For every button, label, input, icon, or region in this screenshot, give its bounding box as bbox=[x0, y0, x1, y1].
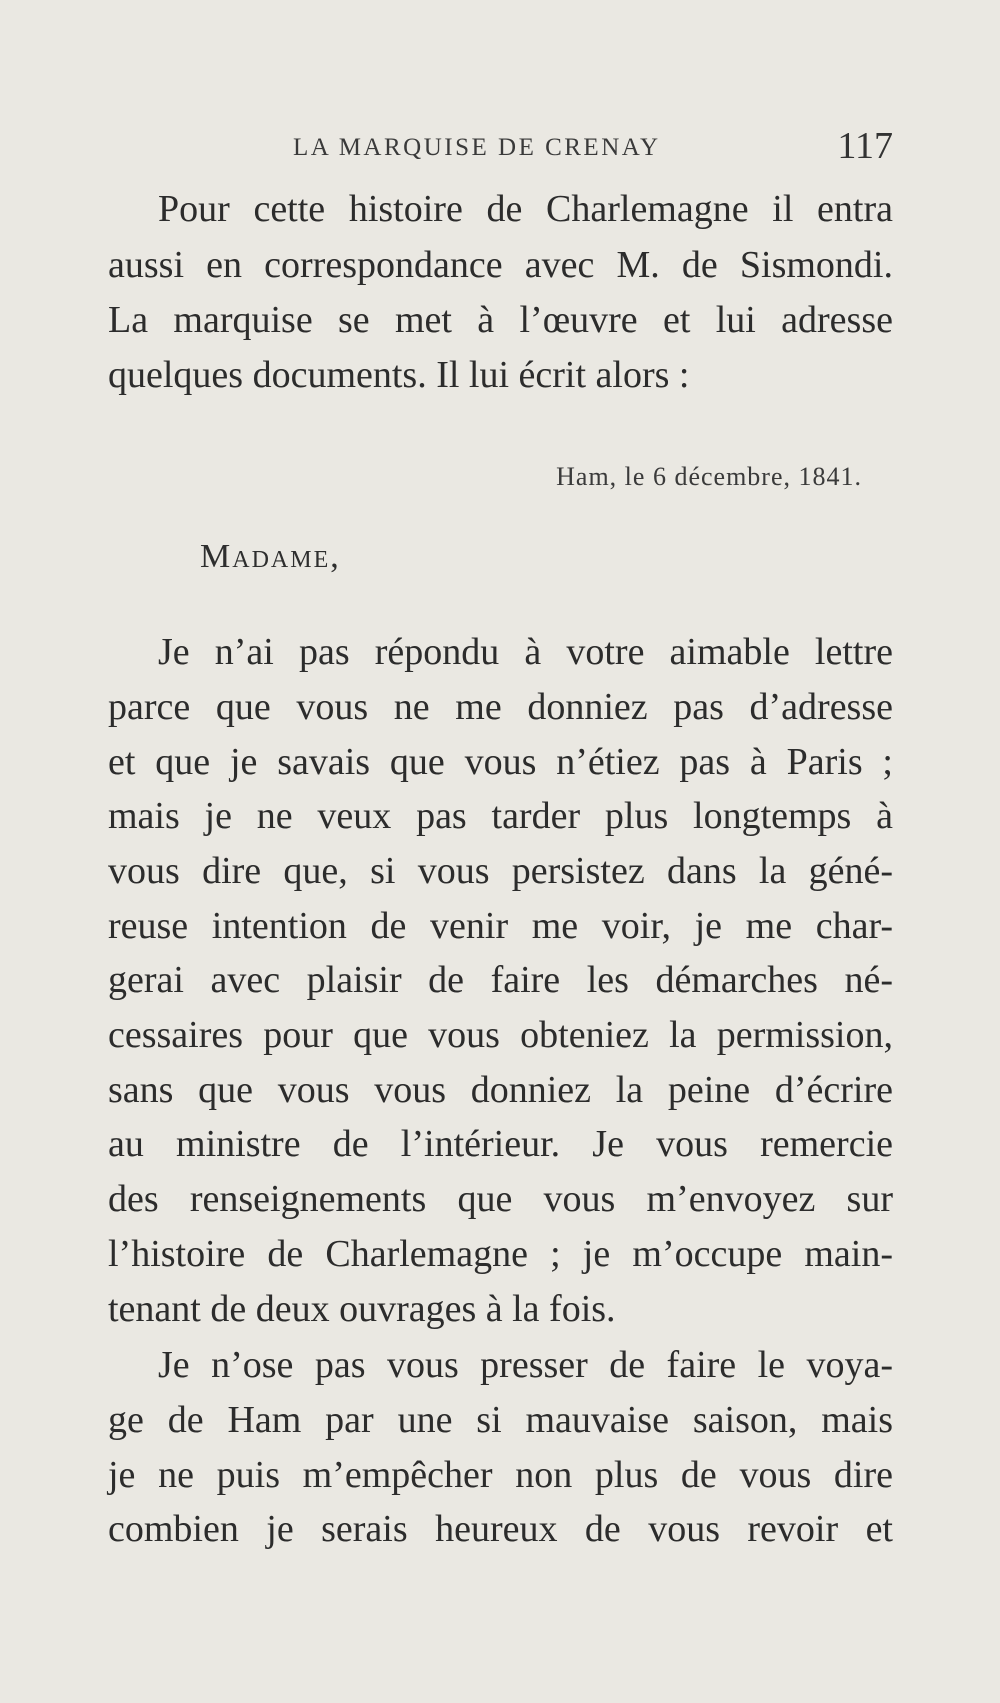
page-header bbox=[108, 125, 893, 168]
intro-line: Pour cette histoire de Charlemagne il entra bbox=[158, 188, 893, 230]
letter-line: mais je ne veux pas tarder plus longtemps à bbox=[108, 795, 893, 837]
letter-line: ge de Ham par une si mauvaise saison, mais bbox=[108, 1399, 893, 1441]
letter-line: combien je serais heureux de vous revoir et bbox=[108, 1508, 893, 1550]
letter-line: l’histoire de Charlemagne ; je m’occupe main- bbox=[108, 1233, 893, 1275]
letter-line: vous dire que, si vous persistez dans la géné- bbox=[108, 850, 893, 892]
intro-line: La marquise se met à l’œuvre et lui adresse bbox=[108, 299, 893, 341]
letter-line: reuse intention de venir me voir, je me char- bbox=[108, 905, 893, 947]
intro-line: quelques documents. Il lui écrit alors : bbox=[108, 354, 690, 396]
letter-line: gerai avec plaisir de faire les démarches né- bbox=[108, 959, 893, 1001]
letter-line: Je n’ai pas répondu à votre aimable lettre bbox=[158, 631, 893, 673]
letter-line: cessaires pour que vous obteniez la permission, bbox=[108, 1014, 893, 1056]
intro-line: aussi en correspondance avec M. de Sismondi. bbox=[108, 244, 893, 286]
letter-line: tenant de deux ouvrages à la fois. bbox=[108, 1288, 616, 1330]
letter-line: et que je savais que vous n’étiez pas à Paris ; bbox=[108, 741, 893, 783]
letter-line: parce que vous ne me donniez pas d’adresse bbox=[108, 686, 893, 728]
letter-salutation: Madame, bbox=[200, 538, 341, 575]
letter-line: je ne puis m’empêcher non plus de vous dire bbox=[108, 1454, 893, 1496]
letter-dateline: Ham, le 6 décembre, 1841. bbox=[556, 462, 862, 491]
running-head: LA MARQUISE DE CRENAY bbox=[293, 134, 661, 161]
letter-line: Je n’ose pas vous presser de faire le voya- bbox=[158, 1344, 893, 1386]
page-number: 117 bbox=[837, 125, 893, 167]
letter-line: sans que vous vous donniez la peine d’écrire bbox=[108, 1069, 893, 1111]
letter-line: des renseignements que vous m’envoyez sur bbox=[108, 1178, 893, 1220]
letter-line: au ministre de l’intérieur. Je vous remercie bbox=[108, 1123, 893, 1165]
